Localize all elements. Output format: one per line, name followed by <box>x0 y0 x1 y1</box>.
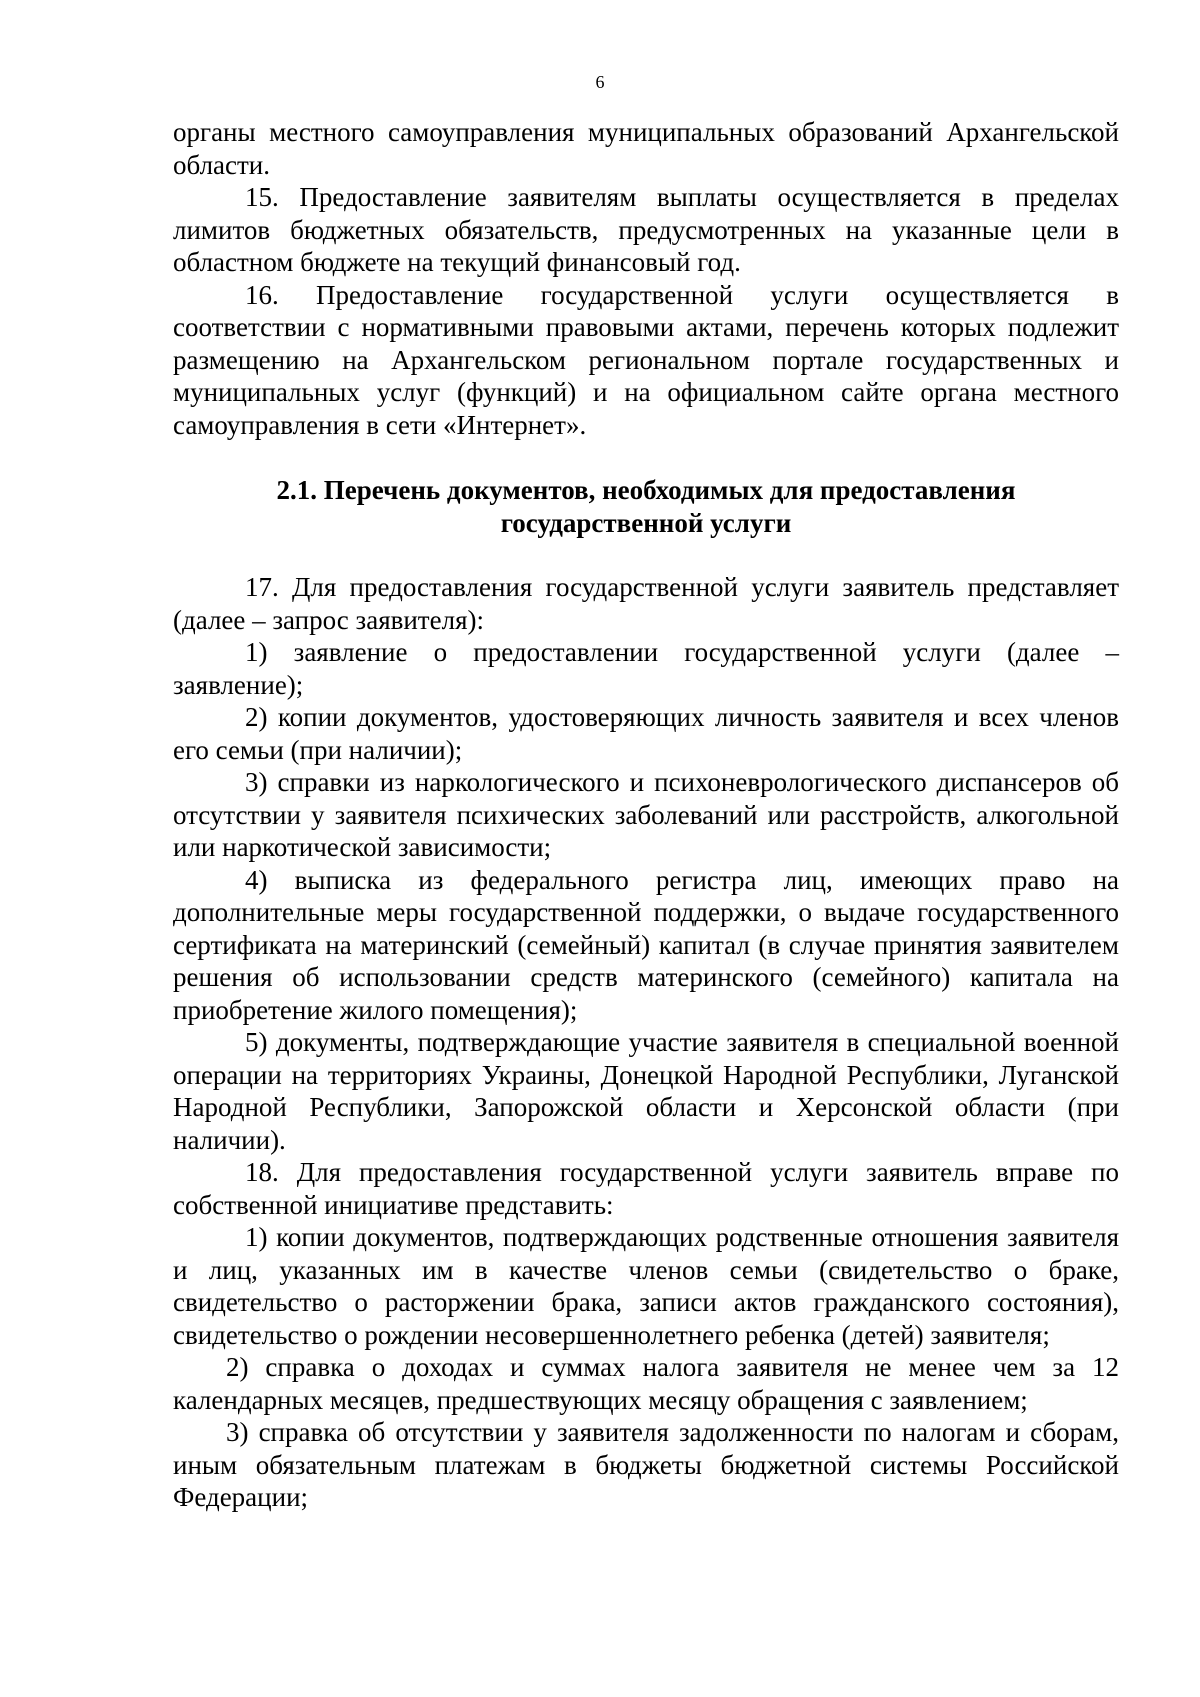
list-item-18-1: 1) копии документов, подтверждающих родственные отношения заявителя и лиц, указанных им в качестве членов семьи (свидетельство о браке, свидетельство о расторжении брака, записи актов гражданского состояния), свидетельство о рождении несовершеннолетнего ребенка (детей) заявителя; <box>173 1222 1119 1350</box>
list-item-18-2: 2) справка о доходах и суммах налога заявителя не менее чем за 12 календарных месяцев, предшествующих месяцу обращения с заявлением; <box>173 1352 1119 1415</box>
paragraph-16: 16. Предоставление государственной услуги осуществляется в соответствии с нормативными правовыми актами, перечень которых подлежит размещению на Архангельском региональном портале государственных и муниципальных услуг (функций) и на официальном сайте органа местного самоуправления в сети «Интернет». <box>173 279 1119 440</box>
paragraph-15: 15. Предоставление заявителям выплаты осуществляется в пределах лимитов бюджетных обязательств, предусмотренных на указанные цели в областном бюджете на текущий финансовый год. <box>173 182 1119 277</box>
section-heading <box>173 474 1119 539</box>
list-item-18-3: 3) справка об отсутствии у заявителя задолженности по налогам и сборам, иным обязательным платежам в бюджеты бюджетной системы Российской Федерации; <box>173 1417 1119 1512</box>
page-number: 6 <box>595 72 605 92</box>
paragraph-17: 17. Для предоставления государственной услуги заявитель представляет (далее – запрос заявителя): <box>173 572 1119 635</box>
list-item-17-2: 2) копии документов, удостоверяющих личность заявителя и всех членов его семьи (при наличии); <box>173 702 1119 765</box>
paragraph-continuation: органы местного самоуправления муниципальных образований Архангельской области. <box>173 117 1119 180</box>
list-item-17-4: 4) выписка из федерального регистра лиц, имеющих право на дополнительные меры государственной поддержки, о выдаче государственного сертификата на материнский (семейный) капитал (в случае принятия заявителем решения об использовании средств материнского (семейного) капитала на приобретение жилого помещения); <box>173 864 1119 1025</box>
section-heading-line-2: государственной услуги <box>500 507 792 538</box>
section-heading-line-1: 2.1. Перечень документов, необходимых для предоставления <box>276 475 1016 505</box>
paragraph-18: 18. Для предоставления государственной услуги заявитель вправе по собственной инициативе представить: <box>173 1157 1119 1220</box>
document-body <box>173 116 1119 1514</box>
list-item-17-1: 1) заявление о предоставлении государственной услуги (далее – заявление); <box>173 637 1119 700</box>
list-item-17-5: 5) документы, подтверждающие участие заявителя в специальной военной операции на территориях Украины, Донецкой Народной Республики, Луганской Народной Республики, Запорожской области и Херсонской области (при наличии). <box>173 1027 1119 1155</box>
list-item-17-3: 3) справки из наркологического и психоневрологического диспансеров об отсутствии у заявителя психических заболеваний или расстройств, алкогольной или наркотической зависимости; <box>173 767 1119 862</box>
